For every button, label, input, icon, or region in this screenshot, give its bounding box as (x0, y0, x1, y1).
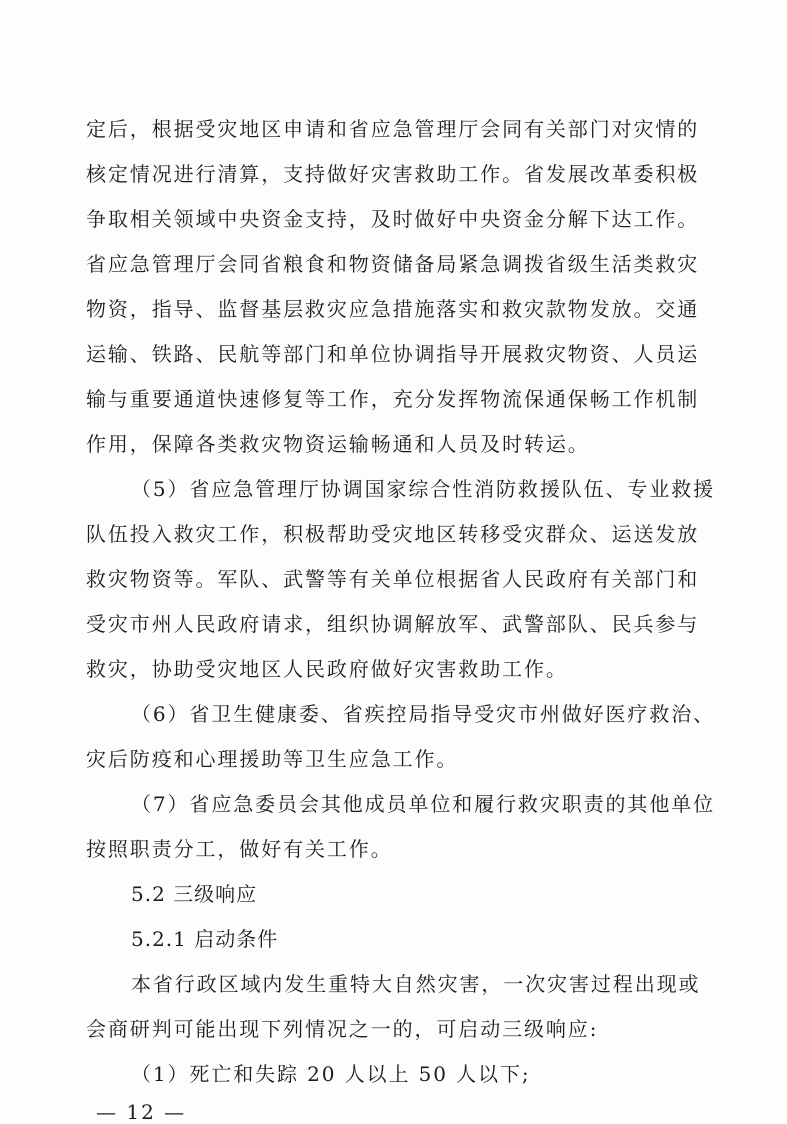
text-line-4: 省应急管理厅会同省粮食和物资储备局紧急调拨省级生活类救灾 (86, 252, 700, 276)
paragraph-6-start: （6）省卫生健康委、省疾控局指导受灾市州做好医疗救治、 (131, 702, 716, 726)
text-line-15: 灾后防疫和心理援助等卫生应急工作。 (86, 747, 459, 771)
section-heading-5-2: 5.2 三级响应 (131, 882, 258, 906)
text-line-12: 受灾市州人民政府请求，组织协调解放军、武警部队、民兵参与 (86, 612, 700, 636)
text-line-21: 会商研判可能出现下列情况之一的，可启动三级响应: (86, 1017, 599, 1041)
text-line-3: 争取相关领域中央资金支持，及时做好中央资金分解下达工作。 (86, 207, 700, 231)
paragraph-trigger-start: 本省行政区域内发生重特大自然灾害，一次灾害过程出现或 (131, 972, 701, 996)
paragraph-5-start: （5）省应急管理厅协调国家综合性消防救援队伍、专业救援 (131, 477, 716, 501)
text-line-6: 运输、铁路、民航等部门和单位协调指导开展救灾物资、人员运 (86, 342, 700, 366)
text-line-13: 救灾，协助受灾地区人民政府做好灾害救助工作。 (86, 657, 568, 681)
paragraph-7-start: （7）省应急委员会其他成员单位和履行救灾职责的其他单位 (131, 792, 716, 816)
text-line-17: 按照职责分工，做好有关工作。 (86, 837, 393, 861)
text-line-7: 输与重要通道快速修复等工作，充分发挥物流保通保畅工作机制 (86, 387, 700, 411)
subsection-heading-5-2-1: 5.2.1 启动条件 (131, 927, 279, 951)
text-line-2: 核定情况进行清算，支持做好灾害救助工作。省发展改革委积极 (86, 162, 700, 186)
text-line-1: 定后，根据受灾地区申请和省应急管理厅会同有关部门对灾情的 (86, 117, 700, 141)
text-line-8: 作用，保障各类救灾物资运输畅通和人员及时转运。 (86, 432, 590, 456)
page-number: — 12 — (96, 1100, 187, 1124)
text-line-5: 物资，指导、监督基层救灾应急措施落实和救灾款物发放。交通 (86, 297, 700, 321)
text-line-11: 救灾物资等。军队、武警等有关单位根据省人民政府有关部门和 (86, 567, 700, 591)
text-line-10: 队伍投入救灾工作，积极帮助受灾地区转移受灾群众、运送发放 (86, 522, 700, 546)
condition-item-1: （1）死亡和失踪 20 人以上 50 人以下; (131, 1062, 531, 1086)
